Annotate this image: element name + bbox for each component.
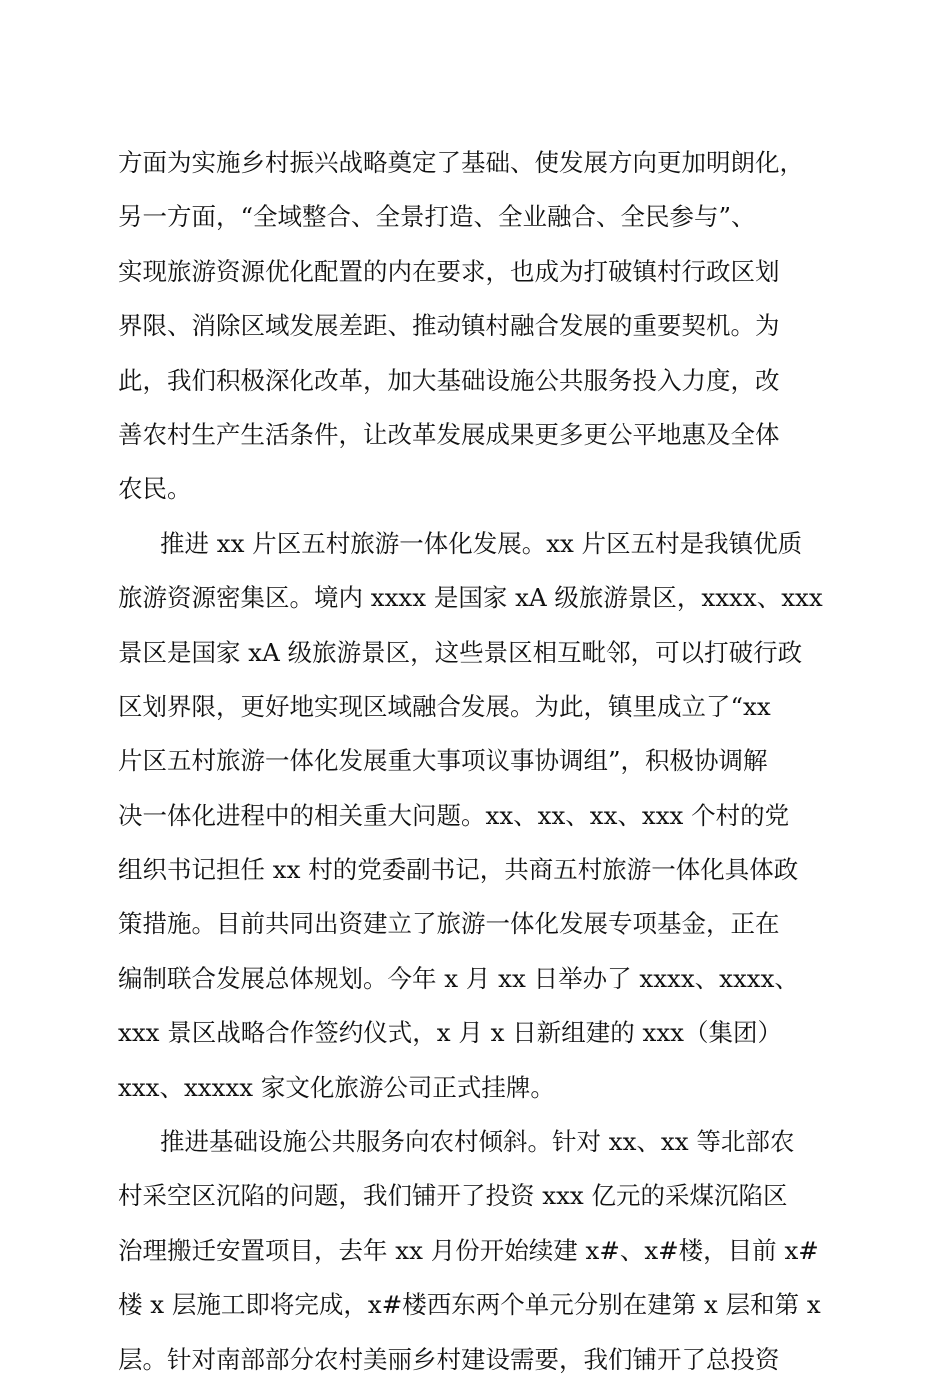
text-line: 楼 x 层施工即将完成，x#楼西东两个单元分别在建第 x 层和第 x [118, 1290, 821, 1320]
text-line: xxx 景区战略合作签约仪式，x 月 x 日新组建的 xxx（集团） [118, 1018, 782, 1048]
text-line: 编制联合发展总体规划。今年 x 月 xx 日举办了 xxxx、xxxx、 [118, 963, 799, 993]
text-line: 决一体化进程中的相关重大问题。xx、xx、xx、xxx 个村的党 [118, 800, 790, 830]
text-line: 旅游资源密集区。境内 xxxx 是国家 xA 级旅游景区，xxxx、xxx [118, 583, 823, 613]
text-line: xxx、xxxxx 家文化旅游公司正式挂牌。 [118, 1072, 555, 1102]
text-line: 此，我们积极深化改革，加大基础设施公共服务投入力度，改 [118, 365, 780, 395]
text-line: 景区是国家 xA 级旅游景区，这些景区相互毗邻，可以打破行政 [118, 637, 803, 667]
text-line: 善农村生产生活条件，让改革发展成果更多更公平地惠及全体 [118, 419, 780, 449]
paragraph-rural-revitalization [118, 136, 838, 517]
text-line: 方面为实施乡村振兴战略奠定了基础、使发展方向更加明朗化， [118, 148, 804, 177]
paragraph-infrastructure [118, 1115, 838, 1387]
text-line: 层。针对南部部分农村美丽乡村建设需要，我们铺开了总投资 [118, 1344, 780, 1374]
text-line: 界限、消除区域发展差距、推动镇村融合发展的重要契机。为 [118, 311, 780, 341]
text-line: 治理搬迁安置项目，去年 xx 月份开始续建 x#、x#楼，目前 x# [118, 1235, 819, 1265]
text-line: 农民。 [118, 474, 192, 504]
text-line: 片区五村旅游一体化发展重大事项议事协调组”，积极协调解 [118, 746, 768, 776]
text-line: 实现旅游资源优化配置的内在要求，也成为打破镇村行政区划 [118, 256, 780, 286]
text-line: 组织书记担任 xx 村的党委副书记，共商五村旅游一体化具体政 [118, 855, 799, 885]
text-line: 推进基础设施公共服务向农村倾斜。针对 xx、xx 等北部农 [160, 1127, 795, 1157]
text-line: 策措施。目前共同出资建立了旅游一体化发展专项基金，正在 [118, 909, 780, 939]
body-text [118, 136, 838, 1387]
paragraph-tourism-integration [118, 517, 838, 1115]
text-line: 村采空区沉陷的问题，我们铺开了投资 xxx 亿元的采煤沉陷区 [118, 1181, 788, 1211]
text-line: 另一方面，“全域整合、全景打造、全业融合、全民参与”、 [118, 202, 756, 232]
text-line: 推进 xx 片区五村旅游一体化发展。xx 片区五村是我镇优质 [160, 528, 803, 558]
text-line: 区划界限，更好地实现区域融合发展。为此，镇里成立了“xx [118, 691, 771, 721]
